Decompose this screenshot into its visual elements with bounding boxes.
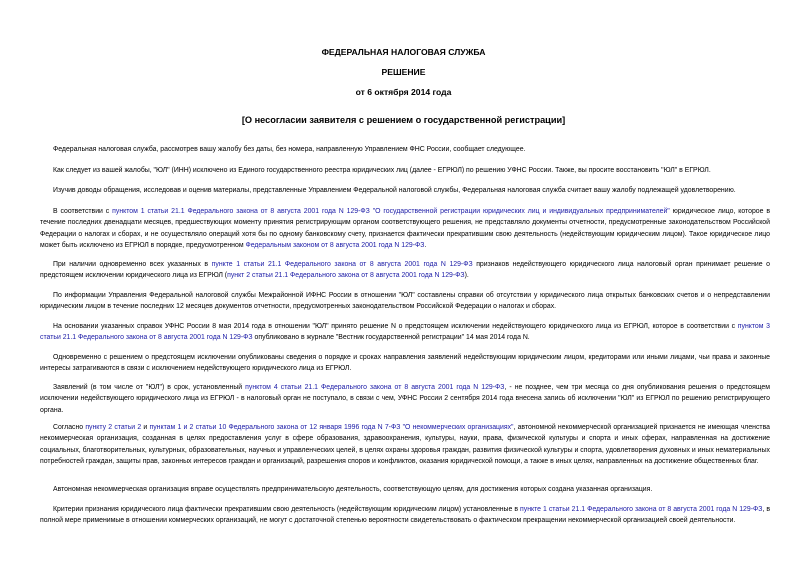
paragraph-text: По информации Управления Федеральной налоговой службы Межрайонной ИФНС России в отношении "ЮЛ" составлены справки об отсутствии у юридического лица открытых банковских счетов и о непредставлении юридическим лицом в течение последних 12 месяцев документов отчетности, предусмотренных законодательством Российской Федерации о налогах и сборах. [40, 292, 770, 311]
paragraph-text: Согласно [53, 424, 86, 431]
paragraph-text: Как следует из вашей жалобы, "ЮЛ" (ИНН) исключено из Единого государственного реестра юридических лиц (далее - ЕГРЮЛ) по решению УФНС России. Также, вы просите восстановить "ЮЛ" в ЕГРЮЛ. [53, 167, 711, 174]
paragraph-text: . [424, 241, 427, 249]
paragraph-text: При наличии одновременно всех указанных в [53, 261, 212, 268]
paragraph [40, 290, 770, 313]
law-reference-link[interactable]: пункте 1 статьи 21.1 Федерального закона от 8 августа 2001 года N 129-ФЗ [520, 506, 763, 513]
law-reference-link[interactable]: пункту 2 статьи 2 [85, 424, 142, 431]
paragraph-text: В соответствии с [53, 208, 113, 215]
paragraph-text: и [141, 424, 150, 431]
agency-title: ФЕДЕРАЛЬНАЯ НАЛОГОВАЯ СЛУЖБА [321, 47, 486, 57]
document-date: от 6 октября 2014 года [355, 87, 452, 97]
paragraph-text: Автономная некоммерческая организация вправе осуществлять предпринимательскую деятельность, соответствующую целям, для достижения которых создана указанная организация. [53, 486, 653, 493]
paragraph [40, 352, 770, 375]
paragraph-text: признаков недействующего юридического лица налоговый орган принимает решение о предстоящем исключении юридического лица из ЕГРЮЛ ( [40, 261, 770, 280]
paragraph [40, 206, 770, 251]
law-reference-link[interactable]: пунктам 1 и 2 статьи 10 Федерального закона от 12 января 1996 года N 7-ФЗ "О некоммерческих организациях" [149, 424, 514, 431]
law-reference-link[interactable]: Федеральным законом от 8 августа 2001 года N 129-ФЗ [245, 241, 425, 249]
law-reference-link[interactable]: пунктом 1 статьи 21.1 Федерального закона от 8 августа 2001 года N 129-ФЗ "О государственной регистрации юридических лиц и индивидуальных предпринимателей" [112, 208, 670, 215]
paragraph [40, 165, 770, 176]
paragraph-text: На основании указанных справок УФНС России 8 мая 2014 года в отношении "ЮЛ" принято решение N о предстоящем исключении недействующего юридического лица из ЕГРЮЛ, которое в соответствии с [53, 323, 738, 330]
document-type: РЕШЕНИЕ [381, 67, 426, 77]
paragraph-text: опубликовано в журнале "Вестник государственной регистрации" 14 мая 2014 года N. [252, 334, 530, 342]
paragraph-text: Одновременно с решением о предстоящем исключении опубликованы сведения о порядке и сроках направления заявлений недействующим юридическим лицом, кредиторами или иными лицами, чьи права и законные интересы затрагиваются в связи с исключением недействующего юридического лица из ЕГРЮЛ. [40, 354, 770, 373]
document-subject: [О несогласии заявителя с решением о государственной регистрации] [241, 115, 566, 125]
paragraph-text: , в полной мере применимые в отношении коммерческих организаций, не могут с достаточной степенью вероятности свидетельствовать о фактическом прекращении некоммерческой организацией своей деятельности. [40, 506, 770, 525]
paragraph-text: , - не позднее, чем три месяца со дня опубликования решения о предстоящем исключении недействующего юридического лица из ЕГРЮЛ - в налоговый орган не поступало, в связи с чем, УФНС России 2 сентября 2014 года внесена запись об исключении "ЮЛ" из ЕГРЮЛ по решению регистрирующего органа. [40, 384, 770, 414]
paragraph [40, 422, 770, 467]
paragraph-text: ). [464, 272, 469, 280]
paragraph-text: Критерии признания юридического лица фактически прекратившим свою деятельность (недействующим юридическим лицом) установленные в [53, 506, 521, 513]
law-reference-link[interactable]: пункте 1 статьи 21.1 Федерального закона от 8 августа 2001 года N 129-ФЗ [211, 261, 473, 268]
paragraph [40, 144, 770, 155]
paragraph [40, 185, 770, 196]
paragraph [40, 382, 770, 416]
paragraph [40, 321, 770, 344]
paragraph [40, 484, 770, 495]
law-reference-link[interactable]: пункт 2 статьи 21.1 Федерального закона от 8 августа 2001 года N 129-ФЗ [227, 272, 465, 280]
law-reference-link[interactable]: пунктом 3 статьи 21.1 Федерального закона от 8 августа 2001 года N 129-ФЗ [40, 323, 770, 342]
paragraph [40, 259, 770, 282]
paragraph-text: Федеральная налоговая служба, рассмотрев вашу жалобу без даты, без номера, направленную Управлением ФНС России, сообщает следующее. [53, 146, 526, 153]
paragraph-text: , автономной некоммерческой организацией признается не имеющая членства некоммерческая организация, созданная в целях предоставления услуг в сфере образования, здравоохранения, культуры, науки, права, физической культуры и спорта и иных сферах, направленная на достижение социальных, благотворительных, культурных, образовательных, научных и управленческих целей, в целях охраны здоровья граждан, развития физической культуры и спорта, удовлетворения духовных и иных нематериальных потребностей граждан, защиты прав, законных интересов граждан и организаций, разрешения споров и конфликтов, оказания юридической помощи, а также в иных целях, направленных на достижение общественных благ. [40, 424, 770, 465]
paragraph-text: юридическое лицо, которое в течение последних двенадцати месяцев, предшествующих моменту принятия регистрирующим органом соответствующего решения, не представляло документы отчетности, предусмотренные законодательством Российской Федерации о налогах и сборах, и не осуществляло операций хотя бы по одному банковскому счету, признается фактически прекратившим свою деятельность (недействующим юридическим лицом). Такое юридическое лицо может быть исключено из ЕГРЮЛ в порядке, предусмотренном [40, 208, 771, 249]
paragraph [40, 504, 770, 527]
paragraph-text: Заявлений (в том числе от "ЮЛ") в срок, установленный [53, 384, 246, 391]
paragraph-text: Изучив доводы обращения, исследовав и оценив материалы, представленные Управлением Федеральной налоговой службы, Федеральная налоговая служба считает вашу жалобу подлежащей удовлетворению. [53, 187, 736, 194]
law-reference-link[interactable]: пунктом 4 статьи 21.1 Федерального закона от 8 августа 2001 года N 129-ФЗ [245, 384, 505, 391]
